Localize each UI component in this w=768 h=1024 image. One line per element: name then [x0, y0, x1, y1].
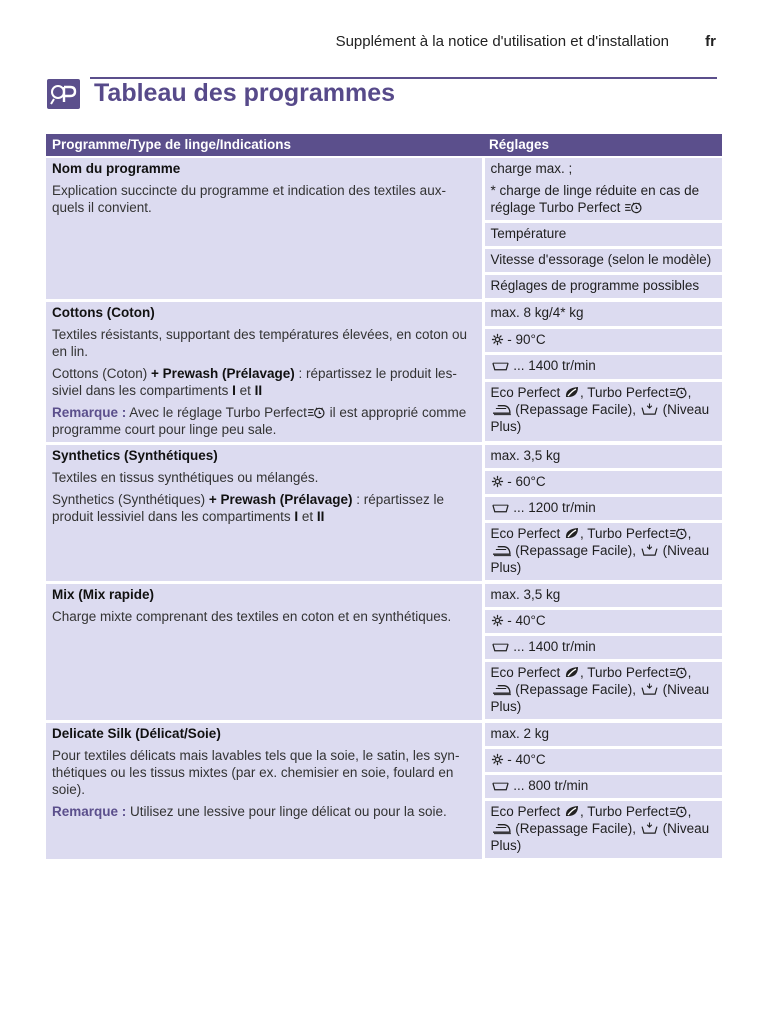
spin-speed-icon [491, 641, 510, 653]
eco-perfect-label: Eco Perfect [490, 385, 561, 401]
easy-iron-icon [491, 542, 512, 557]
easy-iron-icon [491, 401, 512, 416]
eco-perfect-label: Eco Perfect [490, 804, 561, 819]
program-description: Charge mixte comprenant des textiles en coton et en synthétiques. [52, 608, 452, 624]
conjunction: et [235, 382, 255, 398]
spin-speed-icon [491, 360, 510, 372]
temperature-cell [483, 470, 722, 496]
program-row-synthetics [46, 443, 722, 470]
compartment-1: I [294, 508, 299, 524]
temperature-icon [491, 475, 504, 488]
program-table [46, 134, 722, 862]
remark-label: Remarque : [52, 404, 127, 420]
spin-cell [483, 774, 722, 800]
eco-perfect-icon [564, 385, 580, 399]
column-header-program: Programme/Type de linge/Indications [46, 134, 483, 157]
easy-iron-label: (Repassage Facile), [511, 821, 637, 836]
turbo-perfect-icon [669, 666, 688, 679]
program-table-icon [47, 79, 80, 109]
eco-perfect-icon [564, 665, 580, 679]
prewash-program: Cottons (Coton) [52, 365, 148, 381]
spin-cell [483, 496, 722, 522]
legend-spin-cell: Vitesse d'essorage (selon le modèle) [483, 248, 722, 274]
turbo-perfect-label: , Turbo Perfect [580, 385, 669, 401]
program-prewash-note [52, 491, 476, 525]
options-cell: Eco Perfect , Turbo Perfect , (Repassage Facile), (Niveau Plus) [483, 522, 722, 583]
turbo-perfect-icon [669, 805, 688, 818]
temperature-value: - 90°C [503, 331, 546, 347]
water-plus-icon [640, 822, 659, 835]
document-subtitle: Supplément à la notice d'utilisation et d'installation [335, 33, 669, 50]
options-cell: Eco Perfect , Turbo Perfect , (Repassage Facile), (Niveau Plus) [483, 800, 722, 861]
water-plus-label: (Niveau Plus) [490, 682, 710, 714]
eco-perfect-icon [564, 526, 580, 540]
water-plus-label: (Niveau Plus) [490, 543, 710, 575]
turbo-perfect-icon [669, 386, 688, 399]
program-remark [52, 404, 476, 438]
turbo-perfect-icon [624, 201, 643, 214]
turbo-perfect-icon [669, 527, 688, 540]
temperature-value: - 40°C [503, 613, 546, 628]
spin-speed-icon [491, 502, 510, 514]
legend-options-cell: Réglages de programme possibles [483, 274, 722, 301]
program-name: Delicate Silk (Délicat/Soie) [52, 725, 221, 741]
load-cell: max. 8 kg/4* kg [483, 300, 722, 327]
legend-temperature-cell: Température [483, 222, 722, 248]
prewash-program: Synthetics (Synthétiques) [52, 491, 206, 507]
eco-perfect-icon [564, 804, 580, 818]
page-title: Tableau des programmes [94, 79, 396, 107]
compartment-2: II [254, 382, 263, 398]
easy-iron-label: (Repassage Facile), [511, 543, 637, 558]
temperature-icon [491, 753, 504, 766]
load-cell: max. 2 kg [483, 721, 722, 748]
program-description: Pour textiles délicats mais lavables tels que la soie, le satin, les syn-thétiques ou les tissus mixtes (par ex. chemisier en soie, foulard en soie). [52, 747, 460, 797]
spin-cell [483, 354, 722, 381]
legend-reduced-load-text: * charge de linge réduite en cas de réglage Turbo Perfect [490, 183, 700, 215]
eco-perfect-label: Eco Perfect [490, 665, 561, 680]
temperature-cell [483, 748, 722, 774]
prewash-option: + Prewash (Prélavage) [205, 491, 353, 507]
spin-value: ... 1200 tr/min [509, 500, 596, 515]
turbo-perfect-icon [307, 406, 326, 419]
legend-reduced-load-note [491, 182, 717, 216]
water-plus-label: (Niveau Plus) [490, 821, 710, 853]
program-cell-cottons [46, 300, 483, 443]
prewash-instruction: : répartissez le produit les-siviel dans les compartiments [52, 365, 457, 398]
remark-text: Utilisez une lessive pour linge délicat ou pour la soie. [126, 803, 447, 819]
load-cell: max. 3,5 kg [483, 443, 722, 470]
spin-value: ... 1400 tr/min [509, 639, 596, 654]
easy-iron-label: (Repassage Facile), [511, 682, 637, 697]
options-cell: Eco Perfect , Turbo Perfect , (Repassage Facile), (Niveau Plus) [483, 381, 722, 443]
temperature-icon [491, 333, 504, 346]
easy-iron-icon [491, 820, 512, 835]
turbo-perfect-label: , Turbo Perfect [580, 526, 669, 541]
temperature-icon [491, 614, 504, 627]
compartment-2: II [316, 508, 325, 524]
water-plus-icon [640, 683, 659, 696]
water-plus-icon [640, 403, 659, 416]
program-description: Textiles en tissus synthétiques ou mélangés. [52, 469, 319, 485]
column-header-settings: Réglages [483, 134, 722, 157]
program-row-delicate-silk [46, 721, 722, 748]
program-description: Textiles résistants, supportant des températures élevées, en coton ou en lin. [52, 326, 467, 359]
program-row-cottons [46, 300, 722, 327]
temperature-value: - 60°C [503, 474, 546, 489]
legend-row-load [46, 157, 722, 222]
page-header [0, 33, 768, 53]
turbo-perfect-label: , Turbo Perfect [580, 804, 669, 819]
legend-load-cell [483, 157, 722, 222]
legend-program-cell [46, 157, 483, 300]
easy-iron-icon [491, 681, 512, 696]
table-header-row [46, 134, 722, 157]
program-name: Mix (Mix rapide) [52, 586, 155, 602]
program-cell-mix [46, 582, 483, 721]
legend-program-name: Nom du programme [52, 161, 181, 176]
remark-text-a: Avec le réglage Turbo Perfect [126, 404, 307, 420]
program-cell-delicate-silk [46, 721, 483, 860]
temperature-cell [483, 327, 722, 354]
program-cell-synthetics [46, 443, 483, 582]
legend-load-text: charge max. ; [490, 161, 573, 176]
program-remark [52, 803, 476, 820]
temperature-value: - 40°C [503, 752, 546, 767]
water-plus-icon [640, 544, 659, 557]
temperature-cell [483, 609, 722, 635]
spin-value: ... 1400 tr/min [509, 358, 596, 374]
program-prewash-note [52, 365, 476, 399]
water-plus-label: (Niveau Plus) [490, 402, 710, 435]
program-row-mix [46, 582, 722, 609]
easy-iron-label: (Repassage Facile), [511, 402, 637, 418]
conjunction: et [298, 508, 317, 524]
program-name: Cottons (Coton) [52, 304, 155, 320]
spin-cell [483, 635, 722, 661]
prewash-instruction: : répartissez le produit lessiviel dans les compartiments [52, 491, 445, 524]
remark-label: Remarque : [52, 803, 127, 819]
spin-value: ... 800 tr/min [509, 778, 589, 793]
load-cell: max. 3,5 kg [483, 582, 722, 609]
language-code: fr [705, 33, 716, 50]
spin-speed-icon [491, 780, 510, 792]
compartment-1: I [232, 382, 236, 398]
legend-program-description: Explication succincte du programme et indication des textiles aux-quels il convient. [52, 183, 446, 215]
options-cell: Eco Perfect , Turbo Perfect , (Repassage Facile), (Niveau Plus) [483, 661, 722, 722]
remark-text-b: il est approprié comme programme court pour linge peu sale. [52, 404, 467, 437]
eco-perfect-label: Eco Perfect [490, 526, 561, 541]
program-name: Synthetics (Synthétiques) [52, 447, 218, 463]
turbo-perfect-label: , Turbo Perfect [580, 665, 669, 680]
prewash-option: + Prewash (Prélavage) [147, 365, 295, 381]
